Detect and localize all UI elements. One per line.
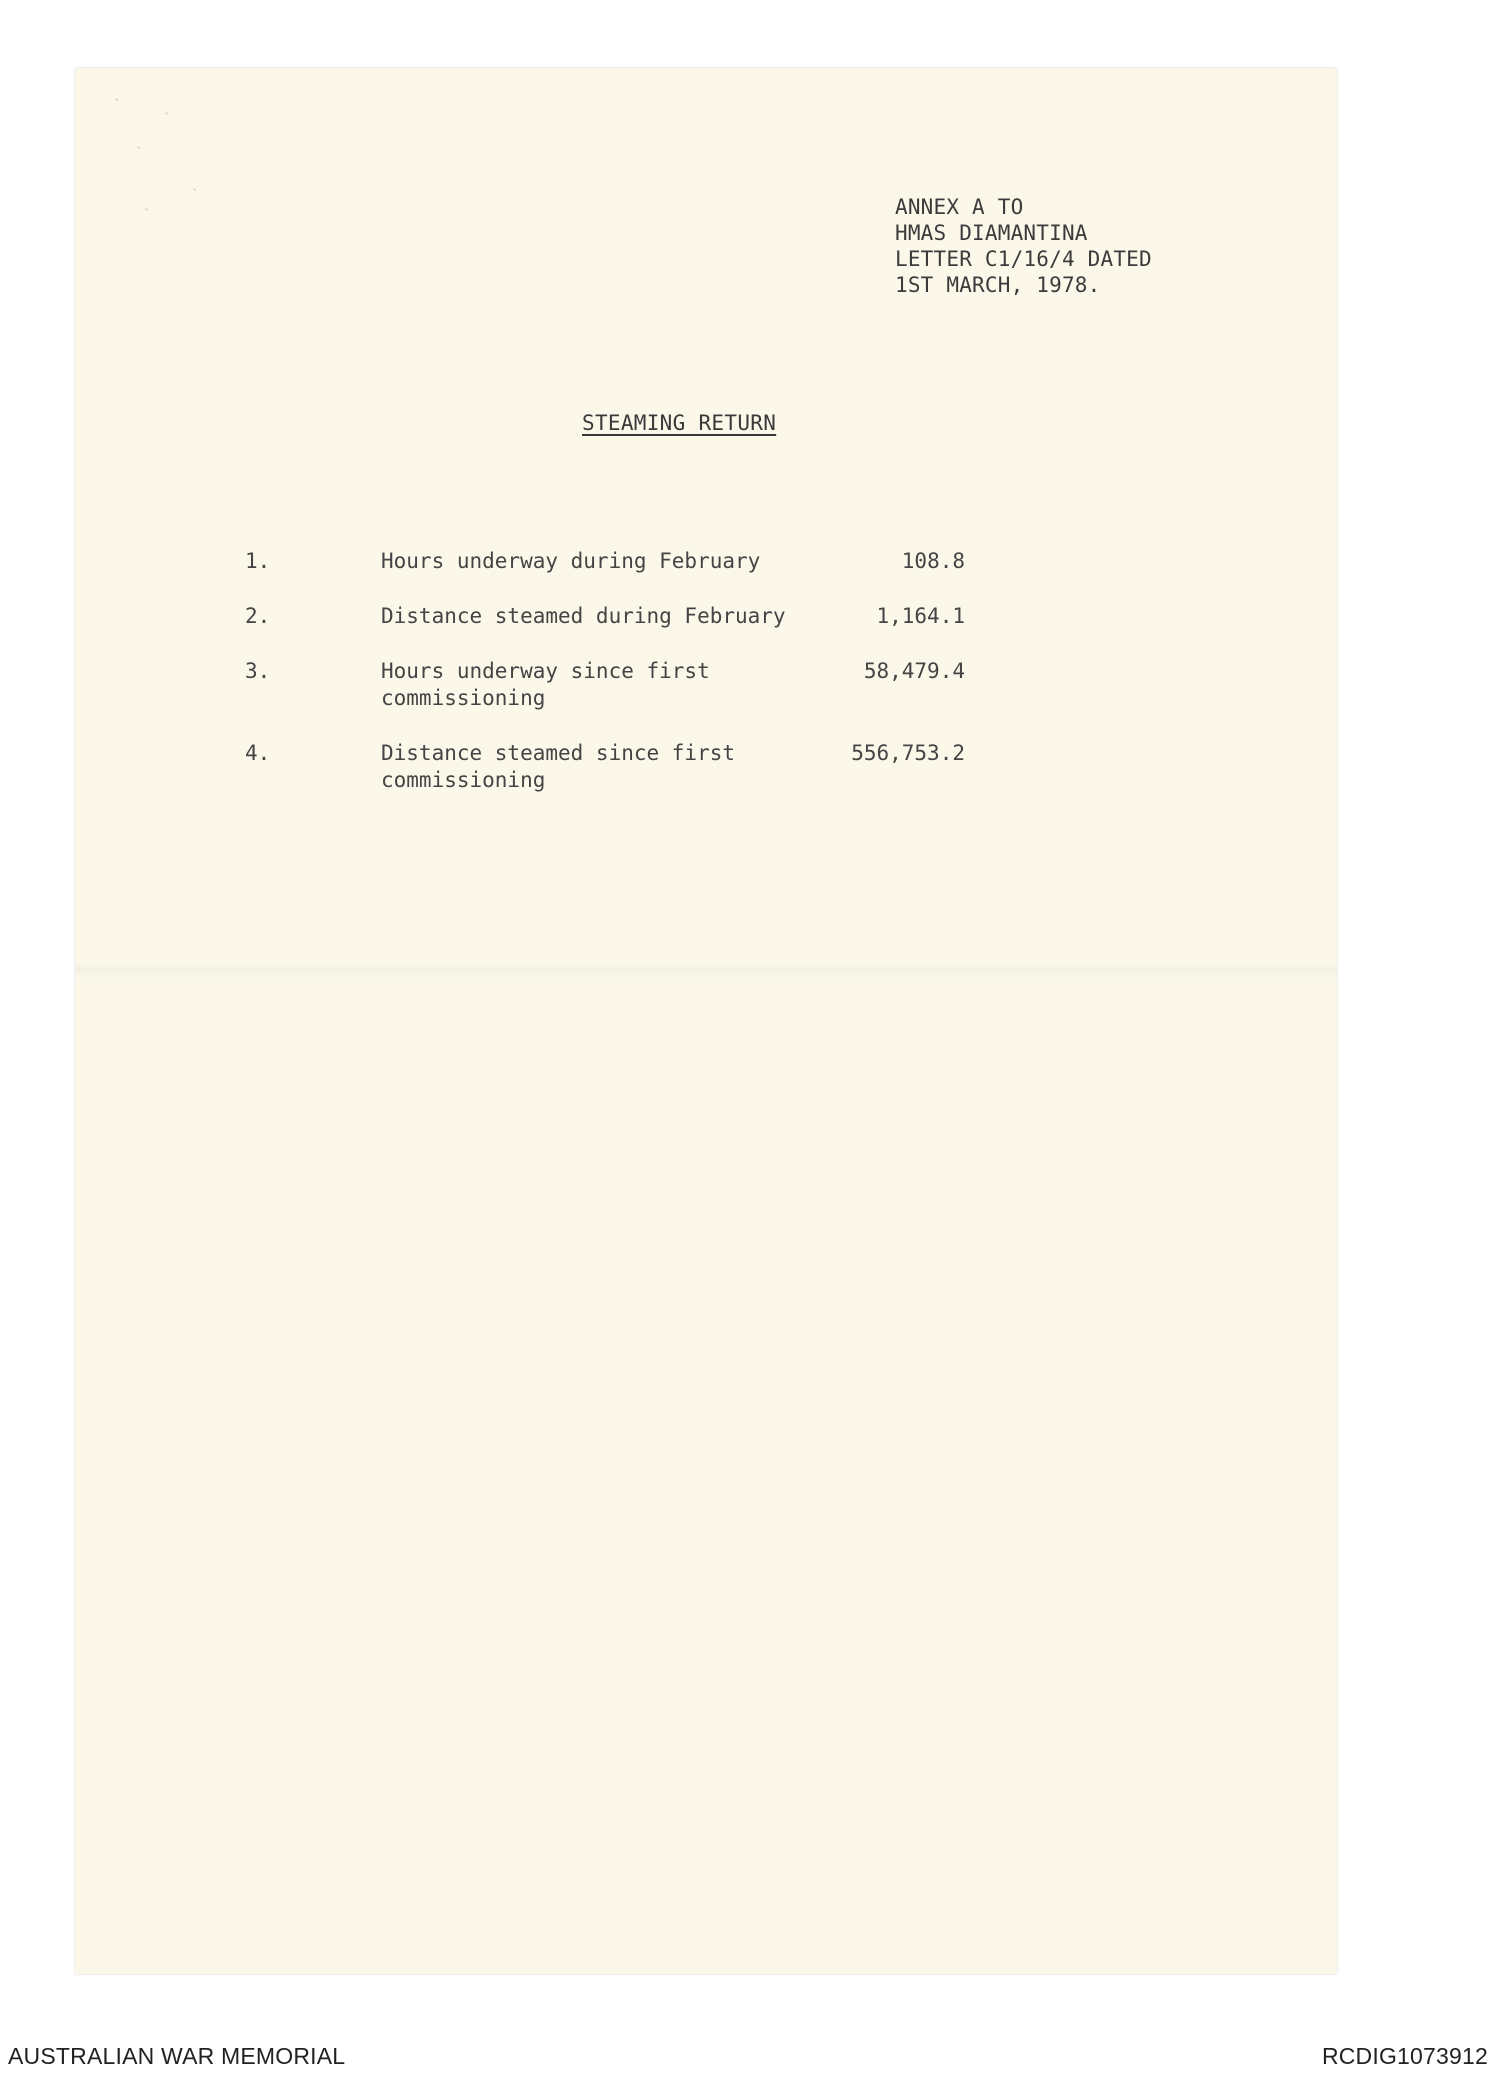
item-value: 58,479.4 (863, 659, 965, 683)
annex-reference (895, 194, 1152, 298)
paper-speck (193, 188, 196, 191)
item-label: Hours underway since first commissioning (381, 659, 710, 710)
paper-speck (165, 112, 168, 115)
paper-speck (145, 208, 148, 211)
item-label: Hours underway during February (381, 549, 761, 573)
item-label: Distance steamed since first commissioning (381, 741, 736, 792)
record-id: RCDIG1073912 (1321, 2043, 1488, 2069)
document-title: STEAMING RETURN (582, 411, 777, 435)
item-number: 1. (245, 549, 271, 573)
annex-line: ANNEX A TO (895, 195, 1024, 219)
annex-line: HMAS DIAMANTINA (895, 221, 1088, 245)
item-label: Distance steamed during February (381, 604, 786, 628)
item-number: 2. (245, 604, 271, 628)
paper-speck (137, 146, 140, 149)
institution-label: AUSTRALIAN WAR MEMORIAL (8, 2043, 346, 2069)
item-value: 556,753.2 (851, 741, 965, 765)
item-number: 3. (245, 659, 271, 683)
item-number: 4. (245, 741, 271, 765)
document-page (75, 68, 1337, 1974)
paper-speck (115, 98, 118, 101)
annex-line: LETTER C1/16/4 DATED (895, 247, 1152, 271)
item-value: 108.8 (901, 549, 965, 573)
annex-line: 1ST MARCH, 1978. (895, 273, 1101, 297)
item-value: 1,164.1 (876, 604, 965, 628)
fold-line (75, 963, 1337, 977)
